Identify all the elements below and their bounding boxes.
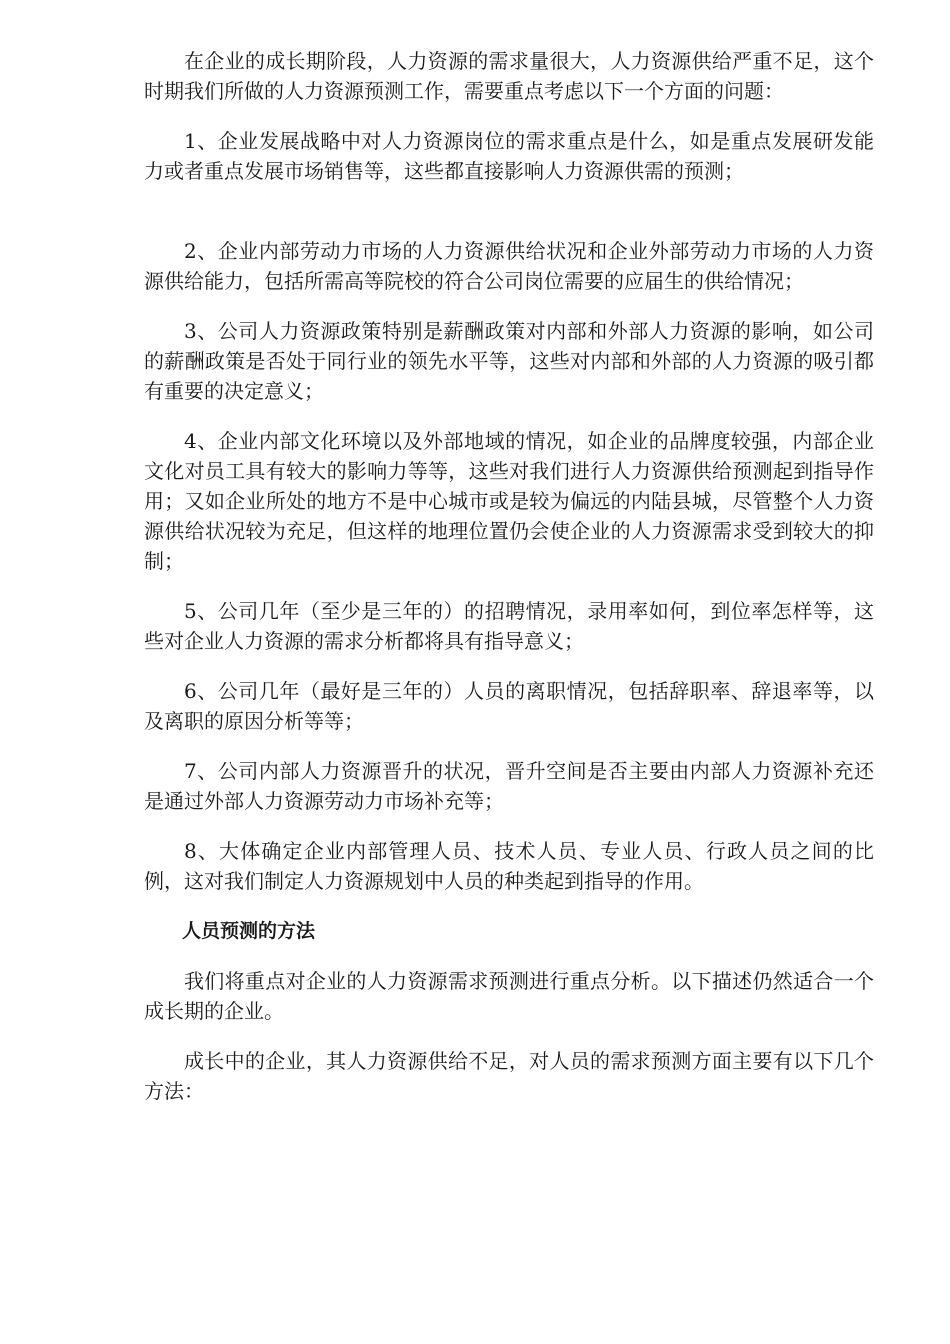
section-heading: 人员预测的方法 bbox=[182, 920, 316, 942]
list-item-8: 8、大体确定企业内部管理人员、技术人员、专业人员、行政人员之间的比例，这对我们制定人力资源规划中人员的种类起到指导的作用。 bbox=[144, 839, 874, 893]
list-item-3: 3、公司人力资源政策特别是薪酬政策对内部和外部人力资源的影响，如公司的薪酬政策是否处于同行业的领先水平等，这些对内部和外部的人力资源的吸引都有重要的决定意义； bbox=[144, 319, 874, 403]
list-item-5: 5、公司几年（至少是三年的）的招聘情况，录用率如何，到位率怎样等，这些对企业人力资源的需求分析都将具有指导意义； bbox=[144, 599, 874, 653]
list-item-7: 7、公司内部人力资源晋升的状况，晋升空间是否主要由内部人力资源补充还是通过外部人力资源劳动力市场补充等； bbox=[144, 759, 874, 813]
list-item-4: 4、企业内部文化环境以及外部地域的情况，如企业的品牌度较强，内部企业文化对员工具有较大的影响力等等，这些对我们进行人力资源供给预测起到指导作用；又如企业所处的地方不是中心城市或是较为偏远的内陆县城，尽管整个人力资源供给状况较为充足，但这样的地理位置仍会使企业的人力资源需求受到较大的抑制； bbox=[144, 429, 874, 573]
list-item-1: 1、企业发展战略中对人力资源岗位的需求重点是什么，如是重点发展研发能力或者重点发展市场销售等，这些都直接影响人力资源供需的预测； bbox=[144, 129, 874, 183]
section-paragraph-2: 成长中的企业，其人力资源供给不足，对人员的需求预测方面主要有以下几个方法： bbox=[144, 1049, 874, 1103]
list-item-2: 2、企业内部劳动力市场的人力资源供给状况和企业外部劳动力市场的人力资源供给能力，包括所需高等院校的符合公司岗位需要的应届生的供给情况； bbox=[144, 239, 874, 293]
list-item-6: 6、公司几年（最好是三年的）人员的离职情况，包括辞职率、辞退率等，以及离职的原因分析等等； bbox=[144, 679, 874, 733]
document-body bbox=[144, 46, 874, 1126]
section-paragraph-1: 我们将重点对企业的人力资源需求预测进行重点分析。以下描述仍然适合一个成长期的企业。 bbox=[144, 969, 874, 1023]
intro-paragraph: 在企业的成长期阶段，人力资源的需求量很大，人力资源供给严重不足，这个时期我们所做的人力资源预测工作，需要重点考虑以下一个方面的问题： bbox=[144, 49, 874, 103]
